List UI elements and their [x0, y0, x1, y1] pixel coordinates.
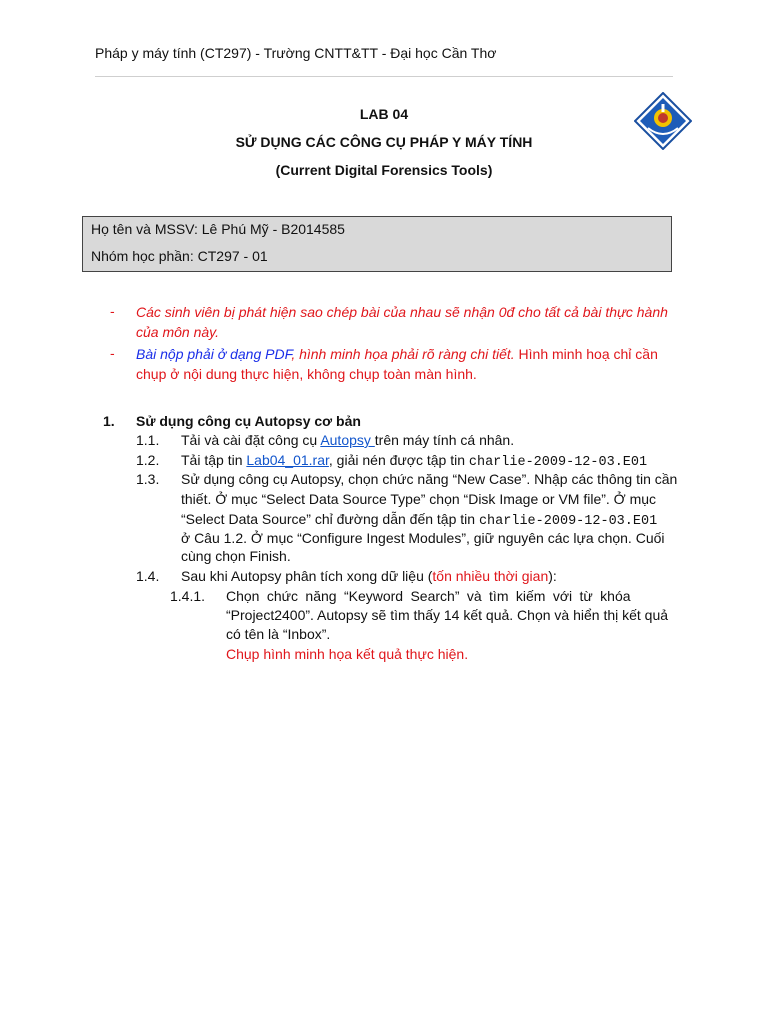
section-title: Sử dụng công cụ Autopsy cơ bản: [136, 413, 361, 429]
note-submission-line1: [136, 344, 658, 364]
item-1-4-1-line1: Chọn chức năng “Keyword Search” và tìm kiếm với từ khóa: [226, 588, 631, 604]
item-1-1: Tải và cài đặt công cụ Autopsy trên máy tính cá nhân.: [181, 432, 515, 448]
item-number: 1.3.: [136, 471, 160, 487]
item-1-3-line3: “Select Data Source” chỉ đường dẫn đến tập tin charlie-2009-12-03.E01: [181, 511, 658, 529]
item-1-3-line4: ở Câu 1.2. Ở mục “Configure Ingest Modules”, giữ nguyên các lựa chọn. Cuối: [181, 530, 665, 546]
note-bullet: -: [110, 345, 115, 361]
note-submission-line2: chụp ở nội dung thực hiện, không chụp toàn màn hình.: [136, 366, 477, 382]
note-bullet: -: [110, 303, 115, 319]
item-1-2: Tải tập tin Lab04_01.rar, giải nén được tập tin charlie-2009-12-03.E01: [181, 452, 648, 470]
lab04-rar-link[interactable]: Lab04_01.rar: [246, 452, 329, 468]
header-divider: [95, 76, 673, 77]
item-1-3-line2: thiết. Ở mục “Select Data Source Type” chọn “Disk Image or VM file”. Ở mục: [181, 491, 657, 507]
item-number: 1.4.: [136, 568, 160, 584]
student-info-box: [82, 216, 672, 272]
lab-subtitle: (Current Digital Forensics Tools): [275, 162, 493, 178]
evidence-filename: charlie-2009-12-03.E01: [468, 455, 648, 470]
item-1-3-line5: cùng chọn Finish.: [181, 548, 291, 564]
item-number: 1.4.1.: [170, 588, 206, 604]
university-logo-icon: [634, 92, 692, 150]
item-number: 1.2.: [136, 452, 160, 468]
note-clear-figure-text: , hình minh họa phải rõ ràng chi tiết.: [291, 346, 515, 362]
item-1-4: Sau khi Autopsy phân tích xong dữ liệu (tốn nhiều thời gian):: [181, 568, 557, 584]
course-group: Nhóm học phần: CT297 - 01: [91, 248, 268, 264]
note-pdf-text: Bài nộp phải ở dạng PDF: [136, 346, 292, 362]
item-1-4-1-line2: “Project2400”. Autopsy sẽ tìm thấy 14 kết quả. Chọn và hiển thị kết quả: [226, 607, 669, 623]
section-number: 1.: [103, 413, 115, 429]
student-name-id: Họ tên và MSSV: Lê Phú Mỹ - B2014585: [91, 221, 345, 237]
screenshot-requirement: Chụp hình minh họa kết quả thực hiện.: [226, 646, 469, 662]
autopsy-link[interactable]: Autopsy: [320, 432, 375, 448]
item-1-3-line1: Sử dụng công cụ Autopsy, chọn chức năng “New Case”. Nhập các thông tin cần: [181, 471, 678, 487]
time-warning: tốn nhiều thời gian: [432, 568, 549, 584]
lab-title: SỬ DỤNG CÁC CÔNG CỤ PHÁP Y MÁY TÍNH: [235, 134, 533, 150]
note-plagiarism-line1: Các sinh viên bị phát hiện sao chép bài của nhau sẽ nhận 0đ cho tất cả bài thực hành: [136, 304, 668, 320]
evidence-filename: charlie-2009-12-03.E01: [478, 514, 658, 529]
item-number: 1.1.: [136, 432, 160, 448]
note-figure-text: Hình minh hoạ chỉ cần: [514, 346, 658, 362]
note-plagiarism-line2: của môn này.: [136, 324, 220, 340]
lab-number: LAB 04: [359, 106, 409, 122]
page-header: Pháp y máy tính (CT297) - Trường CNTT&TT - Đại học Cần Thơ: [95, 45, 497, 61]
item-1-4-1-line3: có tên là “Inbox”.: [226, 626, 331, 642]
